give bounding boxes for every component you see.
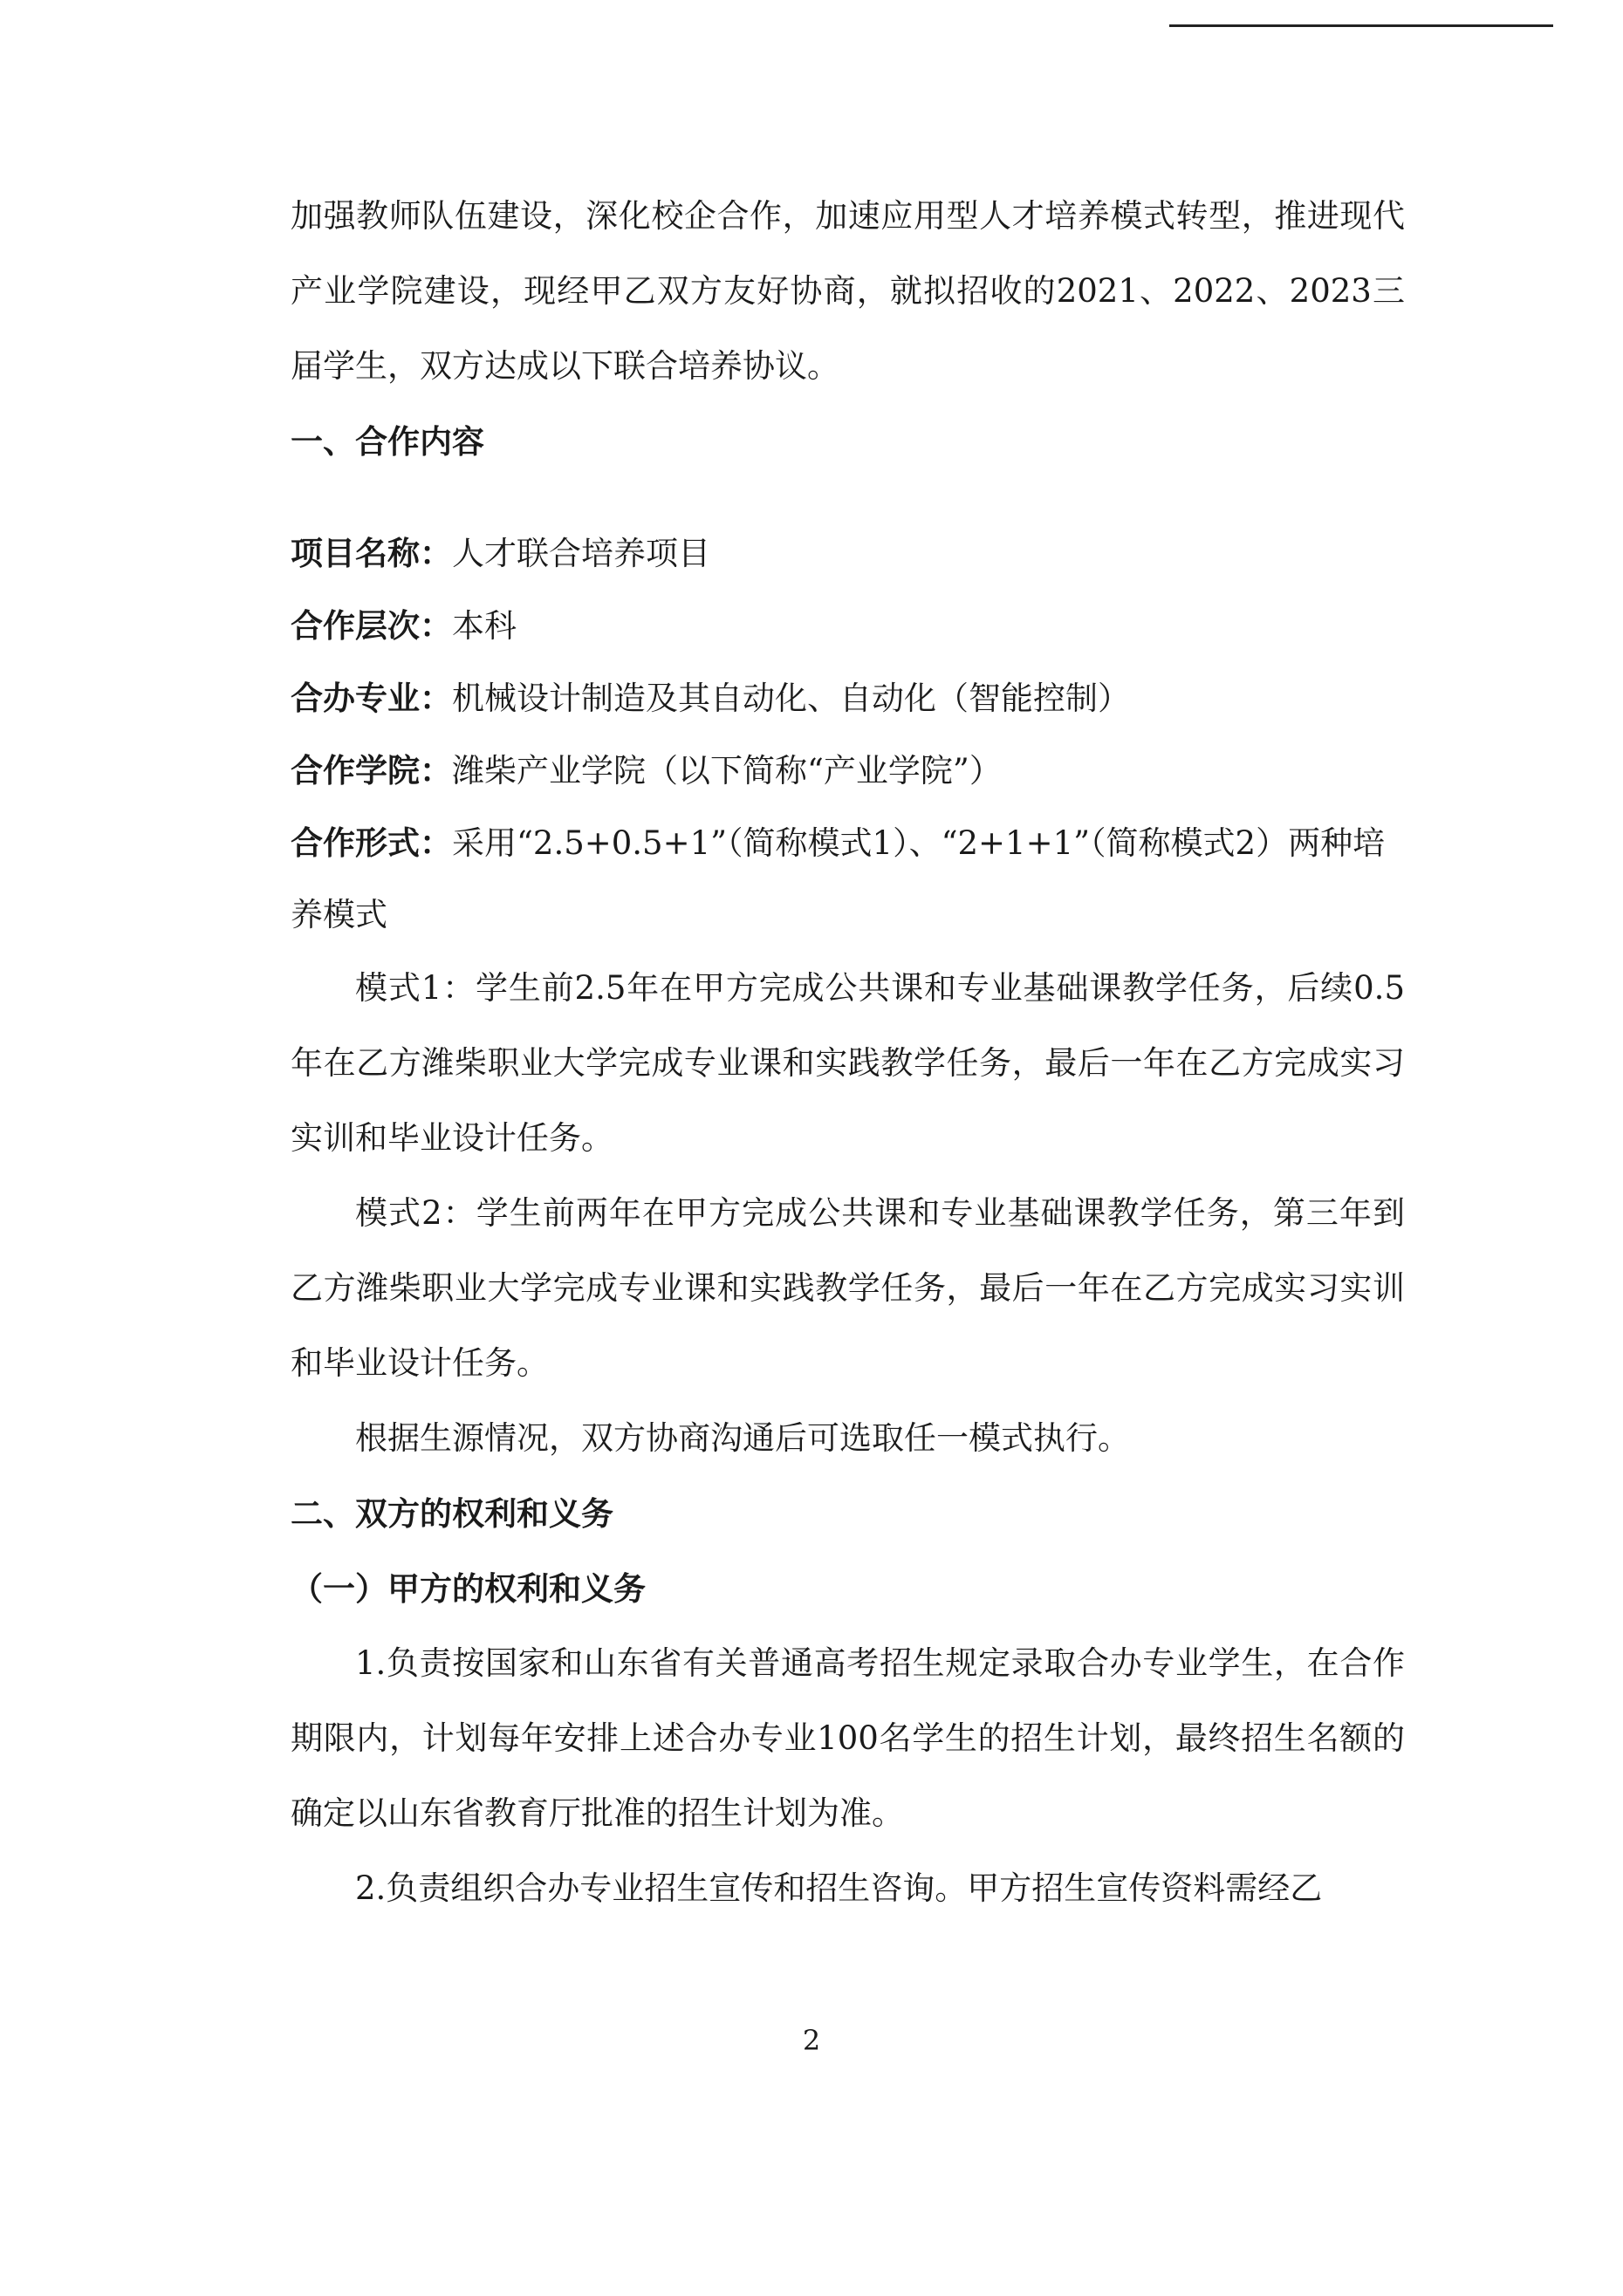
intro-paragraph: 加强教师队伍建设，深化校企合作，加速应用型人才培养模式转型，推进现代产业学院建设，现经甲乙双方友好协商，就拟招收的2021、2022、2023三届学生，双方达成以下联合培养协议。	[291, 197, 1405, 385]
page-number: 2	[802, 2024, 821, 2057]
cooperation-form-row	[291, 807, 1405, 951]
project-name-row	[291, 517, 1405, 590]
document-body	[291, 179, 1405, 1926]
cooperation-form-label: 合作形式：	[291, 823, 452, 862]
project-name-value: 人才联合培养项目	[452, 535, 710, 572]
cooperation-form-value: 采用“2.5+0.5+1”（简称模式1）、“2+1+1”（简称模式2）两种培养模式	[291, 824, 1386, 933]
mode1-paragraph: 模式1：学生前2.5年在甲方完成公共课和专业基础课教学任务，后续0.5年在乙方潍柴职业大学完成专业课和实践教学任务，最后一年在乙方完成实习实训和毕业设计任务。	[291, 969, 1405, 1157]
cooperation-level-value: 本科	[452, 607, 517, 645]
party-a-item-2: 2.负责组织合办专业招生宣传和招生咨询。甲方招生宣传资料需经乙	[355, 1869, 1323, 1907]
party-a-item-1: 1.负责按国家和山东省有关普通高考招生规定录取合办专业学生，在合作期限内，计划每年安排上述合办专业100名学生的招生计划，最终招生名额的确定以山东省教育厅批准的招生计划为准。	[291, 1644, 1405, 1832]
cooperation-level-label: 合作层次：	[291, 606, 452, 645]
project-name-label: 项目名称：	[291, 534, 452, 572]
mode2-paragraph: 模式2：学生前两年在甲方完成公共课和专业基础课教学任务，第三年到乙方潍柴职业大学完成专业课和实践教学任务，最后一年在乙方完成实习实训和毕业设计任务。	[291, 1194, 1405, 1382]
mode-selection-paragraph: 根据生源情况，双方协商沟通后可选取任一模式执行。	[355, 1419, 1130, 1457]
section-heading-cooperation-content: 一、合作内容	[291, 422, 484, 461]
header-rule	[1169, 24, 1553, 27]
section-heading-rights-obligations: 二、双方的权利和义务	[291, 1494, 613, 1533]
cooperation-college-value: 潍柴产业学院（以下简称“产业学院”）	[452, 752, 1002, 789]
subsection-heading-party-a: （一）甲方的权利和义务	[291, 1569, 646, 1608]
cooperation-college-row	[291, 735, 1405, 807]
cooperation-level-row	[291, 590, 1405, 662]
cooperation-college-label: 合作学院：	[291, 751, 452, 789]
joint-majors-label: 合办专业：	[291, 679, 452, 717]
cooperation-details	[291, 517, 1405, 951]
joint-majors-row	[291, 662, 1405, 735]
joint-majors-value: 机械设计制造及其自动化、自动化（智能控制）	[452, 680, 1130, 717]
